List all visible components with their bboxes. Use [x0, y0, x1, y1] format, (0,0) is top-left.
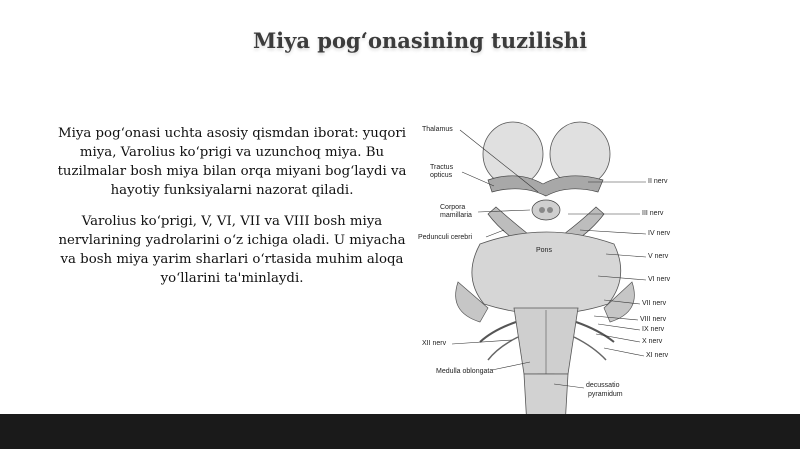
label-ii-nerve: II nerv: [648, 178, 668, 185]
label-opticus: opticus: [430, 172, 453, 179]
label-viii-nerve: VIII nerv: [640, 316, 667, 323]
label-v-nerve: V nerv: [648, 253, 669, 260]
paragraph-brainstem-parts: Miya pog‘onasi uchta asosiy qismdan iborat: yuqori miya, Varolius ko‘prigi va uzunchoq miya. Bu tuzilmalar bosh miya bilan orqa miyani bog‘laydi va hayotiy funksiyalarni nazorat qiladi.: [57, 126, 407, 198]
label-iii-nerve: III nerv: [642, 210, 664, 217]
label-iv-nerve: IV nerv: [648, 230, 671, 237]
label-pedunculi-cerebri: Pedunculi cerebri: [418, 234, 473, 241]
label-x-nerve: X nerv: [642, 338, 663, 345]
label-vii-nerve: VII nerv: [642, 300, 667, 307]
label-xii-nerve: XII nerv: [422, 340, 447, 347]
label-thalamus: Thalamus: [422, 126, 453, 133]
brainstem-diagram: [418, 112, 670, 444]
label-medulla-oblongata: Medulla oblongata: [436, 368, 494, 375]
label-tractus: Tractus: [430, 164, 454, 171]
label-xi-nerve: XI nerv: [646, 352, 669, 359]
label-decussatio: decussatio: [586, 382, 620, 389]
slide-title: Miya pog‘onasining tuzilishi: [252, 28, 588, 53]
label-corpora: Corpora: [440, 204, 466, 211]
label-pyramidum: pyramidum: [588, 391, 623, 398]
label-pons: Pons: [536, 247, 552, 254]
bottom-bar: [0, 414, 800, 449]
paragraph-pons-function: Varolius ko‘prigi, V, VI, VII va VIII bosh miya nervlarining yadrolarini o‘z ichiga oladi. U miyacha va bosh miya yarim sharlari o‘rtasida muhim aloqa yo‘llarini ta'minlaydi.: [58, 214, 406, 286]
label-ix-nerve: IX nerv: [642, 326, 665, 333]
label-vi-nerve: VI nerv: [648, 276, 671, 283]
label-mamillaria: mamillaria: [440, 212, 472, 219]
brainstem-illustration: [418, 112, 670, 444]
